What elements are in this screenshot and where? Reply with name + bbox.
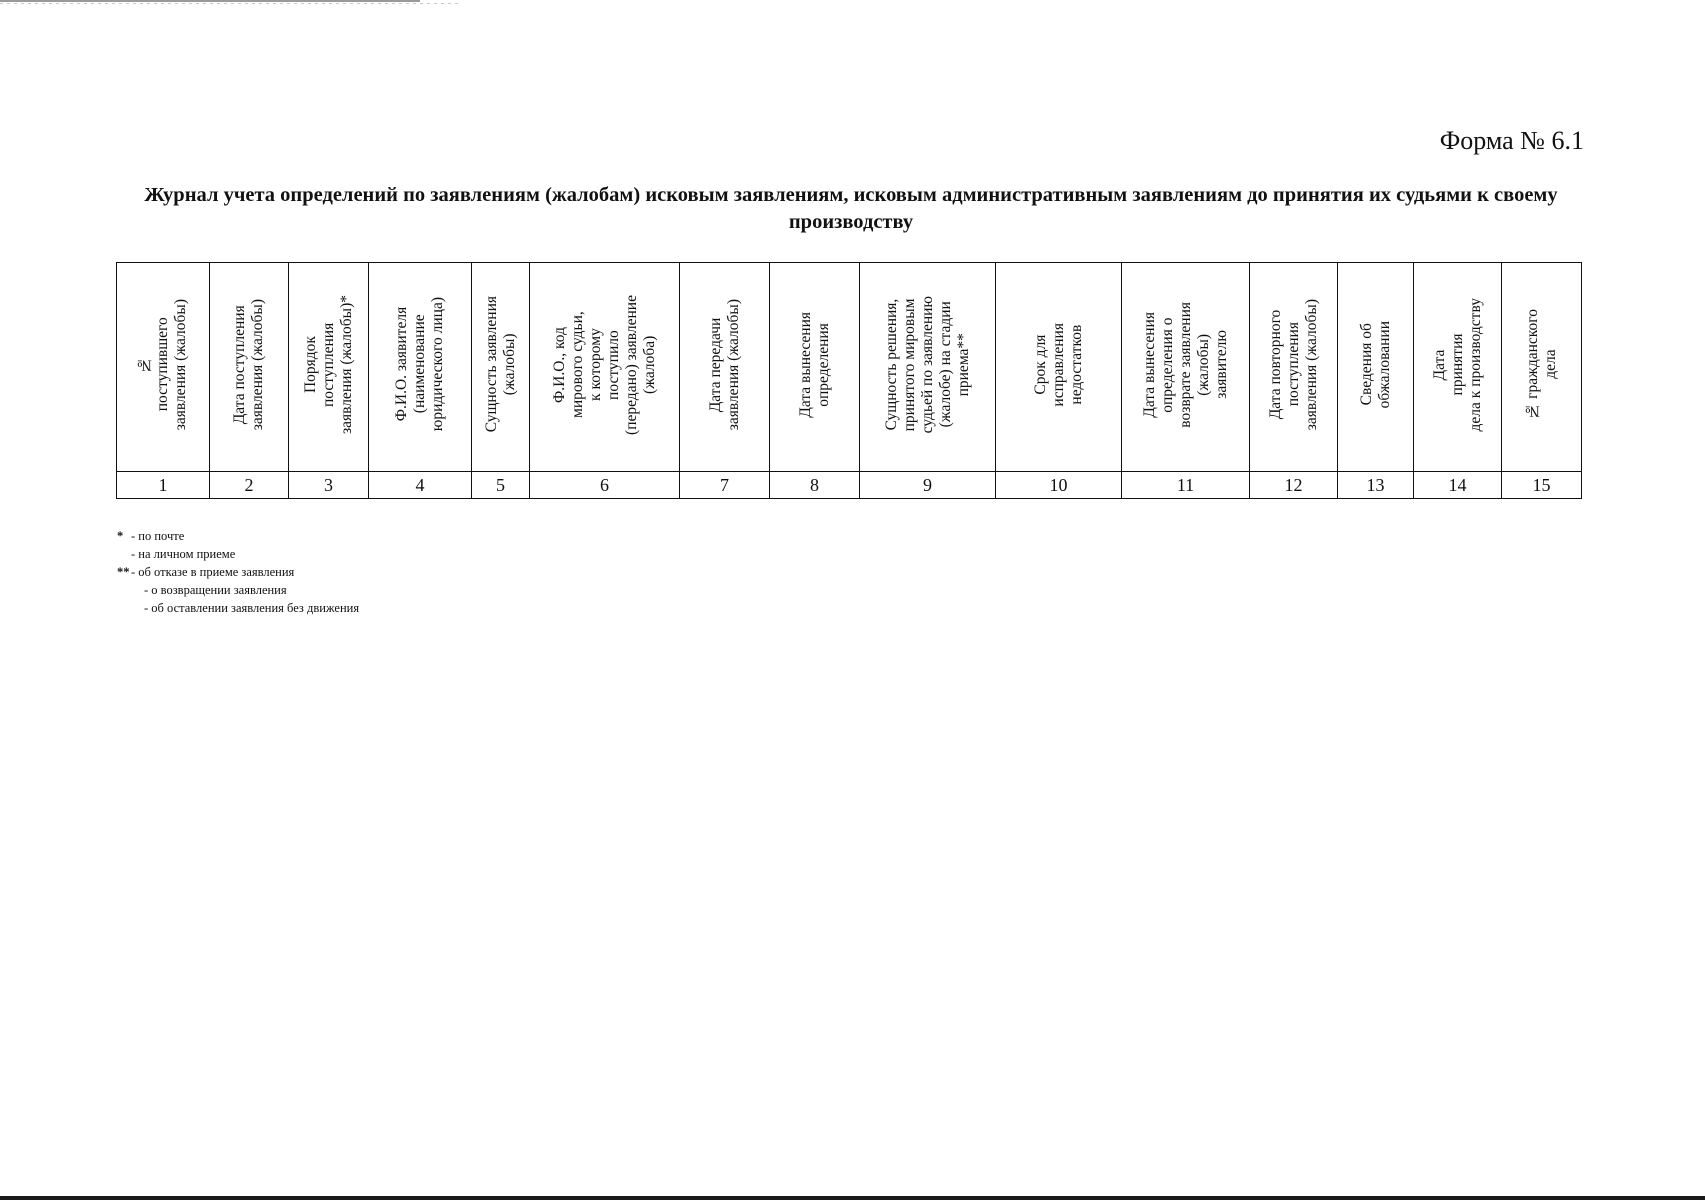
column-header-text: № поступившего заявления (жалобы) <box>136 298 189 431</box>
scan-edge-bottom <box>0 1196 1705 1200</box>
column-number: 2 <box>210 472 289 499</box>
footnote-line <box>117 545 359 563</box>
document-title: Журнал учета определений по заявлениям (жалобам) исковым заявлениям, исковым административным заявлениям до принятия их судьями к своему производству <box>144 184 1558 233</box>
column-number-row <box>117 472 1582 499</box>
footnote-line <box>117 581 359 599</box>
column-header-text: Порядок поступления заявления (жалобы)* <box>301 294 355 435</box>
column-header <box>1338 263 1414 472</box>
column-header <box>1122 263 1250 472</box>
column-header-text: Дата вынесения определения о возврате заявления (жалобы) заявителю <box>1140 301 1230 428</box>
footnote-text: - об оставлении заявления без движения <box>144 601 360 615</box>
column-number: 4 <box>369 472 472 499</box>
column-number: 8 <box>770 472 860 499</box>
column-header-text: № гражданского дела <box>1523 309 1559 420</box>
column-number: 3 <box>289 472 369 499</box>
journal-table <box>116 262 1582 499</box>
footnote-text: - о возвращении заявления <box>144 583 287 597</box>
footnote-marker: ** <box>117 565 130 579</box>
column-number: 5 <box>472 472 530 499</box>
column-number: 13 <box>1338 472 1414 499</box>
column-header-text: Сведения об обжаловании <box>1357 320 1393 409</box>
column-header-text: Дата принятия дела к производству <box>1430 297 1484 432</box>
column-header-text: Сущность заявления (жалобы) <box>482 296 518 433</box>
footnote-line <box>117 563 359 581</box>
footnote-marker: * <box>117 529 124 543</box>
column-header-text: Ф.И.О., код мирового судьи, к которому поступило (передано) заявление (жалоба) <box>550 294 658 435</box>
column-number: 15 <box>1502 472 1582 499</box>
column-number: 12 <box>1250 472 1338 499</box>
footnote-text: - по почте <box>131 529 185 543</box>
column-number: 1 <box>117 472 210 499</box>
table-header-row <box>117 263 1582 472</box>
footnote-line <box>117 599 359 617</box>
column-header <box>1502 263 1582 472</box>
column-number: 10 <box>996 472 1122 499</box>
footnote-text: - об отказе в приеме заявления <box>131 565 295 579</box>
column-header <box>369 263 472 472</box>
column-header <box>472 263 530 472</box>
column-header <box>996 263 1122 472</box>
scan-edge-dots <box>0 3 460 4</box>
column-header <box>210 263 289 472</box>
column-header-text: Сущность решения, принятого мировым судьей по заявлению (жалобе) на стадии приема** <box>882 295 972 434</box>
column-header-text: Дата поступления заявления (жалобы) <box>231 298 266 431</box>
column-header <box>1414 263 1502 472</box>
column-header-text: Дата передачи заявления (жалобы) <box>706 298 742 431</box>
column-number: 6 <box>530 472 680 499</box>
column-header <box>1250 263 1338 472</box>
column-header <box>860 263 996 472</box>
column-header <box>530 263 680 472</box>
column-header <box>680 263 770 472</box>
column-header-text: Срок для исправления недостатков <box>1031 322 1085 407</box>
column-header-text: Ф.И.О. заявителя (наименование юридического лица) <box>393 297 446 432</box>
footnote-text: - на личном приеме <box>131 547 236 561</box>
column-header-text: Дата вынесения определения <box>796 311 832 418</box>
column-number: 11 <box>1122 472 1250 499</box>
column-header-text: Дата повторного поступления заявления (жалобы) <box>1266 298 1320 431</box>
column-number: 9 <box>860 472 996 499</box>
column-number: 14 <box>1414 472 1502 499</box>
footnotes <box>117 527 359 617</box>
scan-edge-top <box>0 0 420 2</box>
column-number: 7 <box>680 472 770 499</box>
column-header <box>289 263 369 472</box>
column-header <box>770 263 860 472</box>
column-header <box>117 263 210 472</box>
form-number: Форма № 6.1 <box>1439 126 1584 155</box>
footnote-line <box>117 527 359 545</box>
